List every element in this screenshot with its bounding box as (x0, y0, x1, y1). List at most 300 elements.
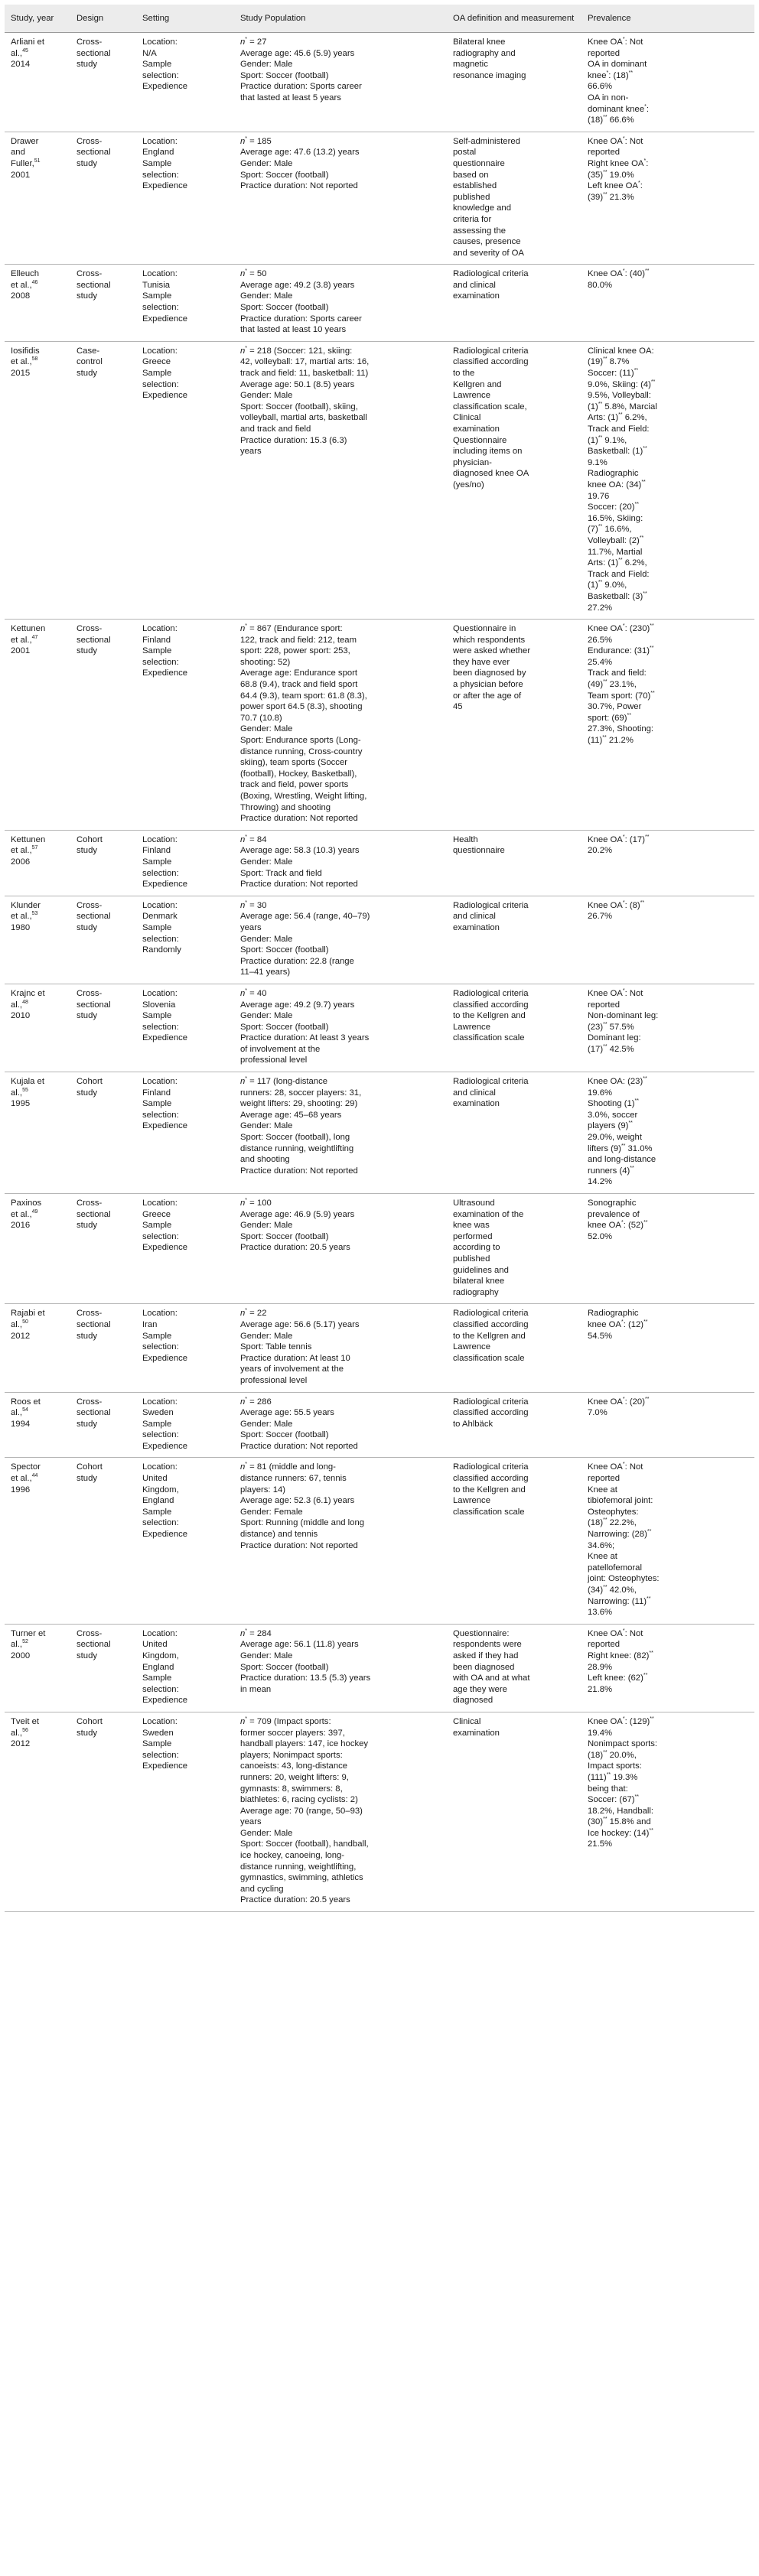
cell-line: and clinical (453, 1088, 496, 1098)
cell-line: former soccer players: 397, (240, 1728, 345, 1738)
cell-line: 80.0% (588, 280, 613, 290)
cell-line: n* = 284 (240, 1628, 272, 1638)
cell-line: established (453, 181, 497, 191)
header-prevalence: Prevalence (581, 5, 754, 33)
cell-line: study (77, 1728, 98, 1738)
cell-line: Expedience (142, 1033, 188, 1043)
cell-setting (136, 1392, 234, 1458)
cell-line: Right knee: (82)** (588, 1650, 653, 1660)
cell-line: published (453, 1254, 490, 1264)
cell-line: study (77, 1651, 98, 1660)
cell-line: 2006 (11, 857, 31, 867)
cell-line: Location: (142, 136, 178, 146)
cell-line: Sport: Soccer (football) (240, 1430, 329, 1440)
cell-line: Gender: Male (240, 1419, 293, 1429)
cell-line: asked if they had (453, 1651, 519, 1660)
cell-line: of involvement at the (240, 1044, 321, 1054)
cell-line: Gender: Male (240, 60, 293, 70)
cell-setting (136, 620, 234, 831)
cell-line: Location: (142, 1716, 178, 1726)
cell-line: study (77, 646, 98, 656)
cell-study-population (234, 265, 447, 342)
table-row (5, 341, 754, 619)
cell-line: Kingdom, (142, 1485, 179, 1495)
cell-line: Sample (142, 291, 172, 301)
cell-study-year (5, 33, 70, 132)
cell-line: selection: (142, 1430, 179, 1440)
cell-line: United (142, 1640, 168, 1650)
cell-line: Gender: Male (240, 934, 293, 944)
cell-line: (1)** 9.1%, (588, 434, 627, 445)
cell-line: n* = 81 (middle and long- (240, 1462, 336, 1472)
cell-line: radiography (453, 1287, 499, 1297)
cell-line: Klunder (11, 900, 41, 910)
cell-line: (23)** 57.5% (588, 1021, 634, 1032)
cell-line: Questionnaire in (453, 624, 516, 634)
cell-line: Expedience (142, 1243, 188, 1253)
cell-design (70, 1712, 136, 1911)
cell-line: Knee OA*: Not (588, 37, 643, 47)
table-row (5, 1712, 754, 1911)
cell-study-year (5, 1072, 70, 1194)
table-body (5, 33, 754, 1912)
cell-line: Sample (142, 1419, 172, 1429)
cell-prevalence (581, 830, 754, 896)
cell-line: Location: (142, 269, 178, 279)
cell-study-year (5, 1304, 70, 1392)
cell-line: 26.5% (588, 635, 613, 645)
cell-line: control (77, 357, 103, 367)
cell-study-year (5, 1624, 70, 1712)
cell-line: diagnosed knee OA (453, 469, 529, 479)
header-setting: Setting (136, 5, 234, 33)
cell-line: players: 14) (240, 1485, 286, 1495)
cell-line: classification scale (453, 1507, 525, 1517)
cell-line: study (77, 291, 98, 301)
cell-line: Practice duration: Not reported (240, 1166, 358, 1176)
cell-line: gymnastics, swimming, athletics (240, 1873, 363, 1883)
cell-oa-definition (447, 265, 581, 342)
cell-line: 9.1% (588, 457, 608, 467)
cell-line: performed (453, 1231, 493, 1241)
cell-line: 34.6%; (588, 1540, 615, 1550)
cell-line: 9.5%, Volleyball: (588, 391, 651, 401)
cell-line: ice hockey, canoeing, long- (240, 1851, 345, 1861)
cell-line: study (77, 922, 98, 932)
cell-line: England (142, 148, 174, 158)
table-row (5, 1392, 754, 1458)
cell-line: classified according (453, 1474, 529, 1484)
cell-line: selection: (142, 1684, 179, 1694)
cell-setting (136, 1072, 234, 1194)
cell-line: Cohort (77, 1462, 103, 1472)
cell-line: Practice duration: 20.5 years (240, 1243, 350, 1253)
cell-line: according to (453, 1243, 500, 1253)
cell-line: guidelines and (453, 1265, 509, 1275)
cell-line: classification scale (453, 1033, 525, 1043)
cell-line: Track and Field: (588, 424, 650, 434)
table-row (5, 984, 754, 1072)
cell-line: Greece (142, 357, 171, 367)
cell-line: reported (588, 48, 621, 58)
cell-line: and clinical (453, 912, 496, 922)
cell-line: OA in non- (588, 93, 629, 102)
cell-line: Practice duration: At least 3 years (240, 1033, 370, 1043)
cell-line: Spector (11, 1462, 41, 1472)
cell-line: (football), Hockey, Basketball), (240, 769, 357, 779)
cell-prevalence (581, 265, 754, 342)
cell-line: Location: (142, 834, 178, 844)
cell-line: Practice duration: Sports career (240, 82, 362, 92)
cell-line: years (240, 1817, 262, 1827)
cell-line: reported (588, 1640, 621, 1650)
cell-design (70, 620, 136, 831)
cell-line: been diagnosed (453, 1662, 515, 1672)
cell-line: Average age: 45–68 years (240, 1110, 342, 1120)
cell-line: Location: (142, 346, 178, 356)
cell-line: years of involvement at the (240, 1364, 344, 1374)
cell-line: Expedience (142, 391, 188, 401)
cell-line: Shooting (1)** (588, 1098, 639, 1109)
cell-line: Clinical knee OA: (588, 346, 654, 356)
cell-line: study (77, 1011, 98, 1021)
cell-line: et al.,$^{47}$ (11, 634, 38, 645)
cell-prevalence (581, 341, 754, 619)
cell-line: examination of the (453, 1209, 524, 1219)
cell-line: Sport: Soccer (football), handball, (240, 1839, 369, 1849)
cell-line: n* = 40 (240, 987, 267, 998)
cell-line: sectional (77, 1408, 111, 1418)
cell-line: Arliani et (11, 37, 44, 47)
cell-line: al.,$^{55}$ (11, 1087, 28, 1098)
cell-oa-definition (447, 620, 581, 831)
cell-line: and cycling (240, 1884, 284, 1894)
cell-line: Left knee OA*: (588, 181, 643, 191)
cell-line: track and field: 11, basketball: 11) (240, 369, 369, 379)
cell-line: al.,$^{48}$ (11, 999, 28, 1010)
cell-line: 2008 (11, 291, 31, 301)
cell-prevalence (581, 1624, 754, 1712)
cell-line: shooting: 52) (240, 657, 291, 667)
cell-line: sectional (77, 148, 111, 158)
cell-line: Practice duration: At least 10 (240, 1353, 350, 1363)
cell-line: Kellgren and (453, 379, 502, 389)
cell-line: examination (453, 424, 500, 434)
cell-line: Slovenia (142, 1000, 176, 1010)
cell-line: (18)** 22.2%, (588, 1517, 637, 1528)
cell-line: Throwing) and shooting (240, 802, 331, 812)
cell-line: in mean (240, 1684, 272, 1694)
cell-line: prevalence of (588, 1209, 640, 1219)
cell-line: et al.,$^{49}$ (11, 1208, 38, 1219)
cell-line: 2000 (11, 1651, 31, 1660)
cell-line: Track and field: (588, 668, 647, 678)
cell-line: 30.7%, Power (588, 702, 642, 712)
cell-line: sectional (77, 48, 111, 58)
cell-line: study (77, 846, 98, 856)
cell-line: Cohort (77, 1077, 103, 1087)
cell-line: (18)** 66.6% (588, 115, 634, 125)
cell-line: study (77, 60, 98, 70)
cell-line: Right knee OA*: (588, 158, 649, 168)
cell-oa-definition (447, 1304, 581, 1392)
cell-line: knowledge and (453, 203, 512, 213)
cell-line: (39)** 21.3% (588, 191, 634, 202)
cell-line: knee OA*: (12)** (588, 1319, 648, 1329)
cell-line: Sweden (142, 1408, 174, 1418)
cell-study-year (5, 341, 70, 619)
cell-line: Radiological criteria (453, 1309, 529, 1319)
cell-line: Paxinos (11, 1199, 42, 1208)
cell-line: Bilateral knee (453, 37, 506, 47)
cell-line: Sample (142, 1739, 172, 1749)
cell-line: Cross- (77, 136, 103, 146)
cell-line: runners (4)** (588, 1165, 634, 1176)
cell-line: Ice hockey: (14)** (588, 1827, 653, 1838)
cell-line: Average age: Endurance sport (240, 668, 358, 678)
cell-line: Gender: Male (240, 291, 293, 301)
cell-oa-definition (447, 1458, 581, 1624)
cell-line: selection: (142, 379, 179, 389)
cell-line: Sample (142, 1011, 172, 1021)
cell-line: Average age: 46.9 (5.9) years (240, 1209, 355, 1219)
table-row (5, 1194, 754, 1304)
cell-study-population (234, 1458, 447, 1624)
cell-line: Practice duration: 15.3 (6.3) (240, 435, 347, 445)
header-design: Design (70, 5, 136, 33)
cell-line: classification scale (453, 1353, 525, 1363)
cell-line: Denmark (142, 912, 178, 922)
cell-line: Gender: Male (240, 1011, 293, 1021)
cell-design (70, 265, 136, 342)
cell-line: Radiological criteria (453, 269, 529, 279)
cell-line: Radiological criteria (453, 988, 529, 998)
cell-line: selection: (142, 1518, 179, 1528)
cell-line: Expedience (142, 1353, 188, 1363)
cell-line: Lawrence (453, 1342, 490, 1352)
cell-line: radiography and (453, 48, 516, 58)
cell-study-year (5, 1712, 70, 1911)
cell-line: Cross- (77, 1199, 103, 1208)
cell-line: Knee OA*: Not (588, 1628, 643, 1638)
cell-study-population (234, 132, 447, 265)
table-row (5, 620, 754, 831)
cell-line: Greece (142, 1209, 171, 1219)
cell-line: Lawrence (453, 1496, 490, 1506)
cell-line: Kettunen (11, 624, 46, 634)
cell-line: 7.0% (588, 1408, 608, 1418)
cell-line: including items on (453, 447, 523, 457)
cell-line: 19.76 (588, 491, 610, 501)
cell-line: distance running, Cross-country (240, 746, 363, 756)
cell-line: 45 (453, 702, 463, 712)
cell-line: Expedience (142, 1530, 188, 1540)
cell-line: Average age: 56.6 (5.17) years (240, 1319, 360, 1329)
cell-line: n* = 30 (240, 899, 267, 910)
cell-line: gymnasts: 8, swimmers: 8, (240, 1784, 343, 1794)
cell-line: Expedience (142, 880, 188, 890)
cell-line: to Ahlbäck (453, 1419, 494, 1429)
cell-line: Sample (142, 1507, 172, 1517)
cell-line: Nonimpact sports: (588, 1739, 658, 1749)
cell-line: sectional (77, 635, 111, 645)
cell-line: Gender: Male (240, 1221, 293, 1231)
cell-line: Sport: Running (middle and long (240, 1518, 365, 1528)
cell-line: Average age: 47.6 (13.2) years (240, 148, 360, 158)
cell-line: joint: Osteophytes: (588, 1574, 660, 1584)
cell-prevalence (581, 1458, 754, 1624)
cell-line: Ultrasound (453, 1199, 495, 1208)
cell-line: Gender: Female (240, 1507, 303, 1517)
cell-line: Average age: 56.1 (11.8) years (240, 1640, 359, 1650)
cell-line: (Boxing, Wrestling, Weight lifting, (240, 792, 367, 801)
cell-line: Sport: Soccer (football) (240, 70, 329, 80)
cell-line: sport: (69)** (588, 712, 631, 723)
cell-line: canoeists: 43, long-distance (240, 1761, 348, 1771)
cell-study-population (234, 830, 447, 896)
cell-line: 14.2% (588, 1177, 613, 1187)
cell-line: Dominant leg: (588, 1033, 641, 1043)
cell-line: Impact sports: (588, 1761, 642, 1771)
cell-line: selection: (142, 868, 179, 878)
cell-line: Questionnaire (453, 435, 507, 445)
cell-line: study (77, 1088, 98, 1098)
cell-line: Finland (142, 1088, 171, 1098)
cell-line: 2010 (11, 1011, 31, 1021)
cell-line: Gender: Male (240, 1651, 293, 1660)
cell-line: 19.6% (588, 1088, 613, 1098)
cell-line: Practice duration: 13.5 (5.3) years (240, 1673, 371, 1683)
cell-design (70, 1194, 136, 1304)
cell-prevalence (581, 1712, 754, 1911)
table-row (5, 1624, 754, 1712)
cell-line: Location: (142, 1628, 178, 1638)
cell-design (70, 830, 136, 896)
cell-line: criteria for (453, 214, 492, 224)
cell-line: published (453, 192, 490, 202)
cell-line: players; Nonimpact sports: (240, 1750, 343, 1760)
cell-line: (7)** 16.6%, (588, 524, 632, 535)
cell-study-population (234, 620, 447, 831)
cell-line: reported (588, 1474, 621, 1484)
cell-line: England (142, 1662, 174, 1672)
cell-line: Radiological criteria (453, 1397, 529, 1407)
cell-line: Location: (142, 1397, 178, 1407)
cell-line: Gender: Male (240, 857, 293, 867)
cell-line: Sample (142, 60, 172, 70)
cell-line: et al.,$^{46}$ (11, 279, 38, 290)
cell-line: Knee OA*: (20)** (588, 1396, 650, 1407)
cell-line: Non-dominant leg: (588, 1011, 659, 1021)
cell-line: Practice duration: Sports career (240, 314, 362, 324)
cell-setting (136, 1304, 234, 1392)
cell-line: n* = 709 (Impact sports: (240, 1716, 331, 1726)
cell-line: Cohort (77, 1716, 103, 1726)
cell-line: Sample (142, 922, 172, 932)
cell-line: diagnosed (453, 1696, 494, 1706)
table-row (5, 830, 754, 896)
cell-line: Cross- (77, 1309, 103, 1319)
cell-line: Sport: Table tennis (240, 1342, 312, 1352)
cell-line: al.,$^{56}$ (11, 1727, 28, 1738)
cell-line: n* = 50 (240, 268, 267, 279)
cell-setting (136, 830, 234, 896)
cell-line: Knee OA*: Not (588, 1462, 643, 1472)
cell-line: 52.0% (588, 1231, 613, 1241)
cell-oa-definition (447, 1392, 581, 1458)
cell-line: distance runners: 67, tennis (240, 1474, 347, 1484)
cell-line: Average age: 52.3 (6.1) years (240, 1496, 355, 1506)
cell-line: (34)** 42.0%, (588, 1585, 637, 1595)
cell-line: n* = 867 (Endurance sport: (240, 623, 343, 634)
cell-line: Cross- (77, 1628, 103, 1638)
cell-prevalence (581, 620, 754, 831)
cell-line: professional level (240, 1375, 308, 1385)
cell-oa-definition (447, 1072, 581, 1194)
cell-line: Average age: 45.6 (5.9) years (240, 48, 355, 58)
cell-line: Practice duration: Not reported (240, 880, 358, 890)
cell-line: Location: (142, 988, 178, 998)
cell-line: England (142, 1496, 174, 1506)
cell-line: Track and Field: (588, 569, 650, 579)
cell-line: to the Kellgren and (453, 1485, 526, 1495)
cell-line: Cross- (77, 900, 103, 910)
cell-line: Sample (142, 1221, 172, 1231)
cell-line: Average age: 49.2 (3.8) years (240, 280, 355, 290)
cell-line: Sweden (142, 1728, 174, 1738)
cell-line: knee OA*: (52)** (588, 1220, 648, 1231)
cell-line: distance) and tennis (240, 1530, 318, 1540)
cell-line: Average age: 70 (range, 50–93) (240, 1806, 363, 1816)
table-row (5, 1072, 754, 1194)
cell-line: 9.0%, Skiing: (4)** (588, 379, 656, 389)
cell-line: examination (453, 291, 500, 301)
cell-line: 122, track and field: 212, team (240, 635, 357, 645)
cell-line: and (11, 148, 25, 158)
cell-line: Cross- (77, 624, 103, 634)
cell-line: Sport: Soccer (football) (240, 1022, 329, 1032)
header-study-year: Study, year (5, 5, 70, 33)
cell-study-population (234, 984, 447, 1072)
cell-line: Lawrence (453, 391, 490, 401)
cell-setting (136, 896, 234, 984)
cell-line: selection: (142, 1231, 179, 1241)
cell-line: Iran (142, 1319, 158, 1329)
cell-line: players (9)** (588, 1120, 633, 1131)
cell-prevalence (581, 896, 754, 984)
cell-line: 29.0%, weight (588, 1133, 642, 1143)
cell-line: years (240, 447, 262, 457)
cell-line: (49)** 23.1%, (588, 679, 637, 690)
cell-oa-definition (447, 33, 581, 132)
cell-line: Practice duration: Not reported (240, 1441, 358, 1451)
cell-study-population (234, 1194, 447, 1304)
cell-setting (136, 1458, 234, 1624)
cell-line: Location: (142, 37, 178, 47)
cell-line: 3.0%, soccer (588, 1110, 638, 1120)
cell-line: Kingdom, (142, 1651, 179, 1660)
cell-line: Roos et (11, 1397, 41, 1407)
cell-line: Questionnaire: (453, 1628, 510, 1638)
cell-line: Knee OA*: (230)** (588, 623, 654, 634)
cell-line: 2015 (11, 369, 31, 379)
cell-setting (136, 265, 234, 342)
table-row (5, 1458, 754, 1624)
cell-line: Knee OA*: (129)** (588, 1716, 654, 1726)
cell-line: OA in dominant (588, 60, 647, 70)
cell-study-population (234, 1624, 447, 1712)
cell-line: Sport: Soccer (football) (240, 945, 329, 955)
